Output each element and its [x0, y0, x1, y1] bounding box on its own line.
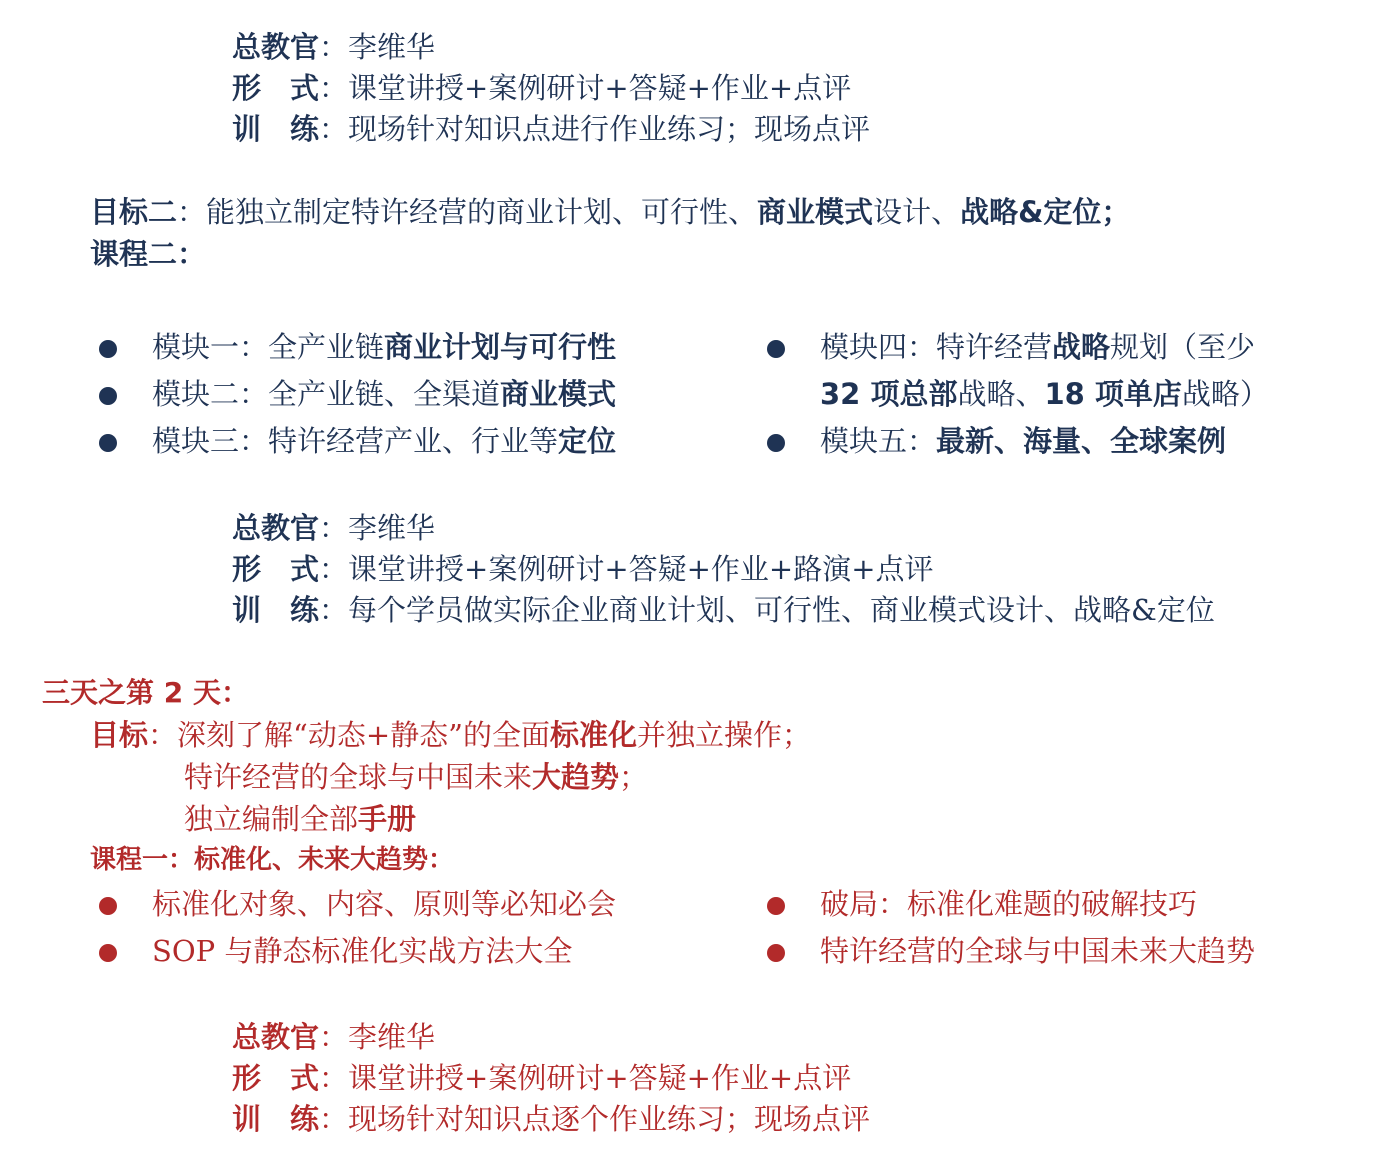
day2-goal-line-2: [184, 760, 649, 794]
day2-goal-text-1: 深刻了解“动态+静态”的全面: [177, 718, 550, 752]
course2-label: 课程二：: [90, 237, 207, 271]
module-1: [152, 330, 617, 364]
block2-training-line: [232, 593, 1215, 627]
bullet-icon: [767, 944, 785, 962]
module-4-line-2: [820, 377, 1269, 411]
form-label: 形 式: [232, 552, 320, 586]
module-5-strong: 最新、海量、全球案例: [936, 424, 1227, 458]
bullet-icon: [99, 340, 117, 358]
module-4-text-2: 战略、: [957, 377, 1045, 411]
goal2-text-1: 能独立制定特许经营的商业计划、可行性、: [206, 195, 758, 229]
form-label: 形 式: [232, 71, 320, 105]
form-value: 课堂讲授+案例研讨+答疑+作业+路演+点评: [348, 552, 934, 586]
colon: ：: [148, 718, 178, 752]
bullet-icon: [99, 434, 117, 452]
training-value: 每个学员做实际企业商业计划、可行性、商业模式设计、战略&定位: [348, 593, 1215, 627]
day2-goal-line-1: [90, 718, 812, 752]
bullet-icon: [99, 387, 117, 405]
module-2-text: 模块二：全产业链、全渠道: [152, 377, 501, 411]
colon: ：: [319, 593, 349, 627]
training-value: 现场针对知识点进行作业练习；现场点评: [348, 112, 871, 146]
colon: ：: [177, 195, 207, 229]
block3-instructor-line: [232, 1020, 436, 1054]
goal2-strong-2: 战略&定位；: [960, 195, 1131, 229]
day2-goal-label: 目标: [90, 718, 149, 752]
block2-instructor-line: [232, 511, 436, 545]
module-3: [152, 424, 617, 458]
block1-instructor-line: [232, 30, 436, 64]
day2-item-4: 特许经营的全球与中国未来大趋势: [820, 934, 1256, 968]
day2-goal-strong-1: 标准化: [549, 718, 637, 752]
day2-goal-tail-1: 并独立操作；: [637, 718, 812, 752]
training-label: 训 练: [232, 112, 320, 146]
module-4-tail: 规划（至少: [1110, 330, 1256, 364]
module-2: [152, 377, 617, 411]
day2-goal-text-2: 特许经营的全球与中国未来: [184, 760, 533, 794]
bullet-icon: [767, 340, 785, 358]
colon: ：: [319, 1020, 349, 1054]
module-4: [820, 330, 1256, 364]
colon: ：: [319, 1061, 349, 1095]
goal2-line: [90, 195, 1131, 229]
module-4-store-count: 18 项单店: [1044, 377, 1182, 411]
block3-training-line: [232, 1102, 871, 1136]
colon: ：: [319, 112, 349, 146]
module-4-text-3: 战略）: [1181, 377, 1269, 411]
bullet-icon: [99, 897, 117, 915]
day2-goal-tail-2: ；: [619, 760, 649, 794]
goal2-strong-1: 商业模式: [757, 195, 874, 229]
form-value: 课堂讲授+案例研讨+答疑+作业+点评: [348, 71, 852, 105]
module-1-text: 模块一：全产业链: [152, 330, 385, 364]
training-label: 训 练: [232, 1102, 320, 1136]
block1-training-line: [232, 112, 871, 146]
day2-heading: 三天之第 2 天：: [42, 676, 249, 709]
instructor-name: 李维华: [348, 1020, 436, 1054]
module-3-text: 模块三：特许经营产业、行业等: [152, 424, 559, 458]
colon: ：: [319, 552, 349, 586]
block1-form-line: [232, 71, 852, 105]
module-4-text: 模块四：特许经营: [820, 330, 1053, 364]
bullet-icon: [99, 944, 117, 962]
day2-item-3: 破局：标准化难题的破解技巧: [820, 887, 1198, 921]
colon: ：: [319, 511, 349, 545]
day2-item-2: SOP 与静态标准化实战方法大全: [152, 934, 573, 968]
day2-course-label: 课程一：标准化、未来大趋势：: [90, 845, 455, 875]
training-label: 训 练: [232, 593, 320, 627]
goal2-text-2: 设计、: [873, 195, 961, 229]
instructor-name: 李维华: [348, 511, 436, 545]
goal2-label: 目标二: [90, 195, 178, 229]
block3-form-line: [232, 1061, 852, 1095]
form-label: 形 式: [232, 1061, 320, 1095]
day2-goal-strong-2: 大趋势: [532, 760, 620, 794]
bullet-icon: [767, 434, 785, 452]
day2-goal-strong-3: 手册: [358, 802, 417, 836]
day2-item-1: 标准化对象、内容、原则等必知必会: [152, 887, 617, 921]
colon: ：: [319, 1102, 349, 1136]
colon: ：: [319, 30, 349, 64]
module-4-hq-count: 32 项总部: [820, 377, 958, 411]
block2-form-line: [232, 552, 934, 586]
day2-goal-line-3: [184, 802, 417, 836]
instructor-name: 李维华: [348, 30, 436, 64]
form-value: 课堂讲授+案例研讨+答疑+作业+点评: [348, 1061, 852, 1095]
bullet-icon: [767, 897, 785, 915]
module-3-strong: 定位: [558, 424, 617, 458]
day2-goal-text-3: 独立编制全部: [184, 802, 359, 836]
module-1-strong: 商业计划与可行性: [384, 330, 617, 364]
instructor-label: 总教官: [232, 1020, 320, 1054]
instructor-label: 总教官: [232, 30, 320, 64]
instructor-label: 总教官: [232, 511, 320, 545]
colon: ：: [319, 71, 349, 105]
module-5: [820, 424, 1227, 458]
module-5-text: 模块五：: [820, 424, 937, 458]
training-value: 现场针对知识点逐个作业练习；现场点评: [348, 1102, 871, 1136]
module-2-strong: 商业模式: [500, 377, 617, 411]
module-4-strong: 战略: [1052, 330, 1111, 364]
